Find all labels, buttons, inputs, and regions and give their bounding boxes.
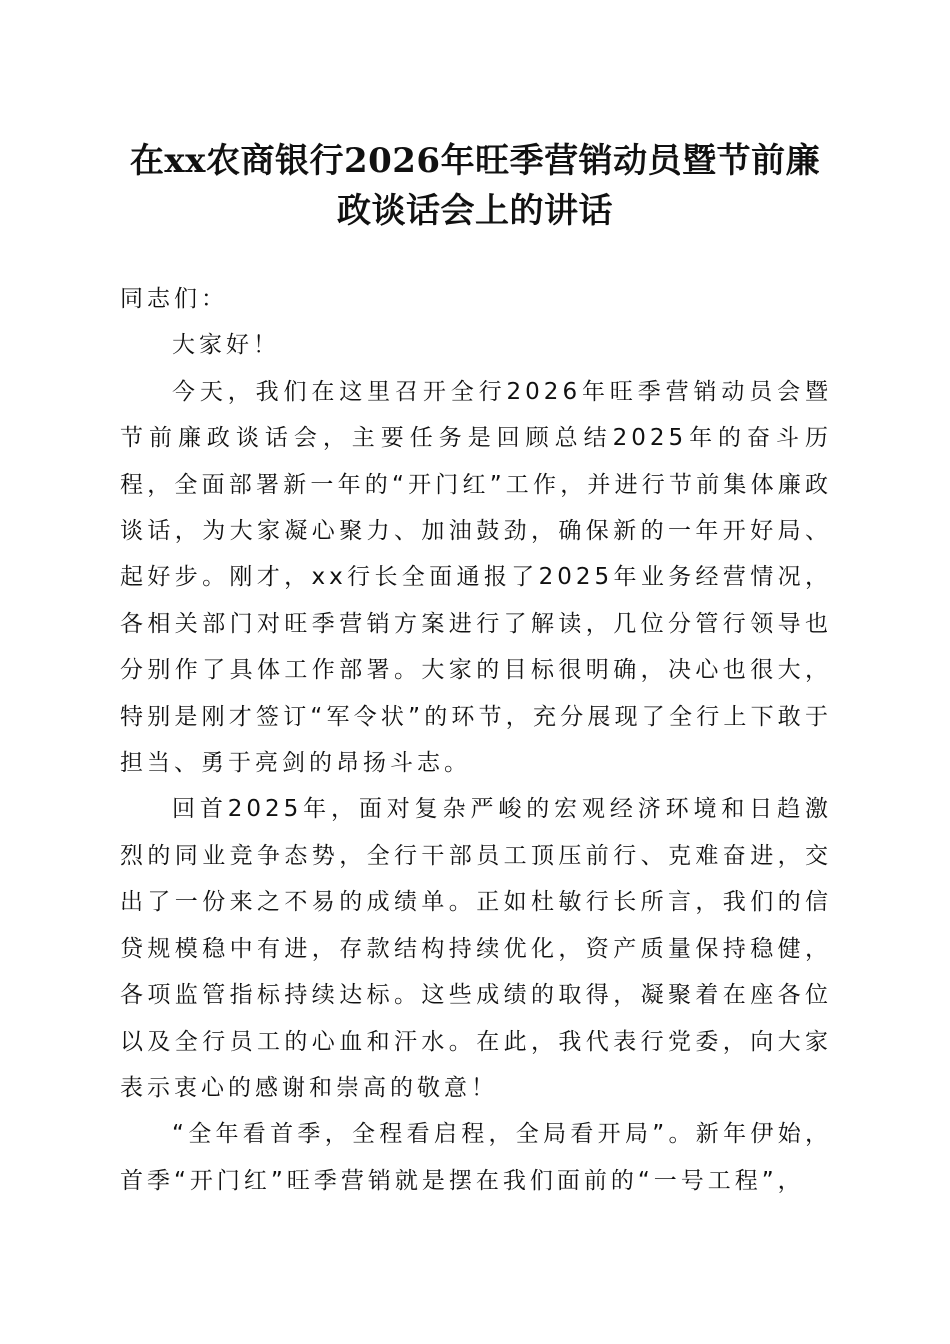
title-line-1: 在xx农商银行2026年旺季营销动员暨节前廉: [129, 141, 821, 181]
document-title: [100, 136, 850, 236]
paragraph-review-2025: 回首2025年，面对复杂严峻的宏观经济环境和日趋激烈的同业竞争态势，全行干部员工顶压前行、克难奋进，交出了一份来之不易的成绩单。正如杜敏行长所言，我们的信贷规模稳中有进，存款结构持续优化，资产质量保持稳健，各项监管指标持续达标。这些成绩的取得，凝聚着在座各位以及全行员工的心血和汗水。在此，我代表行党委，向大家表示衷心的感谢和崇高的敬意！: [120, 796, 832, 1101]
paragraph-opening: 今天，我们在这里召开全行2026年旺季营销动员会暨节前廉政谈话会，主要任务是回顾总结2025年的奋斗历程，全面部署新一年的“开门红”工作，并进行节前集体廉政谈话，为大家凝心聚力、加油鼓劲，确保新的一年开好局、起好步。刚才，xx行长全面通报了2025年业务经营情况，各相关部门对旺季营销方案进行了解读，几位分管行领导也分别作了具体工作部署。大家的目标很明确，决心也很大，特别是刚才签订“军令状”的环节，充分展现了全行上下敢于担当、勇于亮剑的昂扬斗志。: [120, 378, 832, 777]
paragraph-first-quarter: “全年看首季，全程看启程，全局看开局”。新年伊始，首季“开门红”旺季营销就是摆在我们面前的“一号工程”，: [120, 1121, 832, 1194]
title-line-2: 政谈话会上的讲话: [337, 191, 613, 231]
paragraph-greeting: 大家好！: [172, 332, 280, 359]
salutation: 同志们：: [120, 286, 228, 312]
document-body: [120, 276, 832, 1204]
